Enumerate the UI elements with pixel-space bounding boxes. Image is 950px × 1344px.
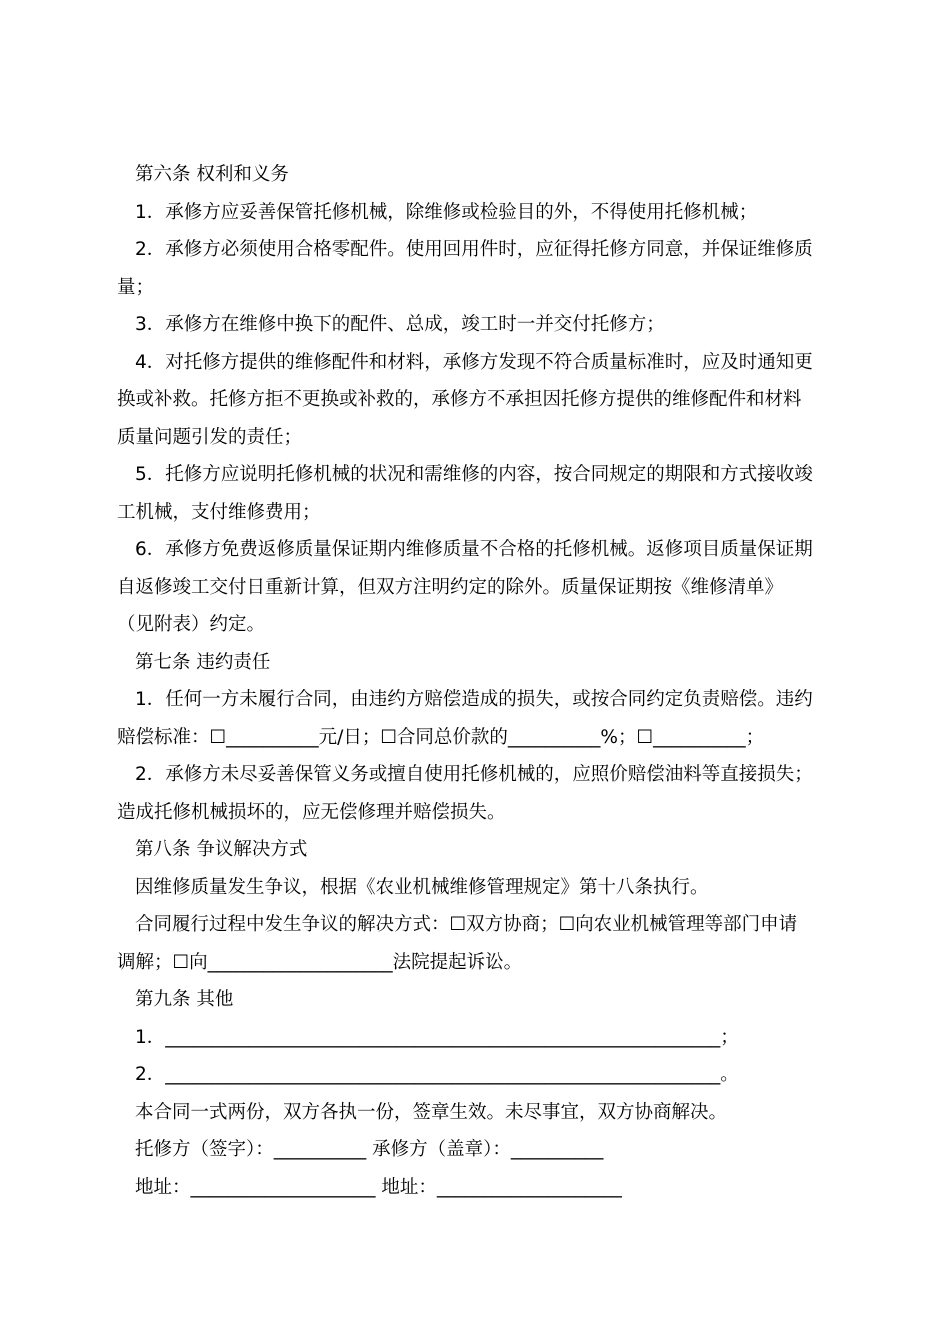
- paragraph: 2．承修方未尽妥善保管义务或擅自使用托修机械的，应照价赔偿油料等直接损失；: [135, 764, 813, 785]
- paragraph: 2．承修方必须使用合格零配件。使用回用件时，应征得托修方同意，并保证维修质: [135, 239, 813, 260]
- paragraph-continuation: 质量问题引发的责任；: [117, 426, 303, 448]
- blank-clause-2: 2．____________________________________________________________。: [135, 1064, 739, 1085]
- paragraph-continuation: 自返修竣工交付日重新计算，但双方注明约定的除外。质量保证期按《维修清单》: [117, 576, 784, 598]
- address-line: 地址：____________________ 地址：____________________: [135, 1176, 622, 1198]
- dispute-option-line: 调解；☐向____________________法院提起诉讼。: [117, 951, 523, 973]
- paragraph: 4．对托修方提供的维修配件和材料，承修方发现不符合质量标准时，应及时通知更: [135, 351, 813, 373]
- paragraph-continuation: 换或补救。托修方拒不更换或补救的，承修方不承担因托修方提供的维修配件和材料: [117, 389, 802, 410]
- heading-article-7: 第七条 违约责任: [135, 651, 271, 673]
- paragraph: 1．承修方应妥善保管托修机械，除维修或检验目的外，不得使用托修机械；: [135, 201, 758, 223]
- paragraph-continuation: （见附表）约定。: [117, 614, 266, 635]
- heading-article-9: 第九条 其他: [135, 989, 234, 1010]
- paragraph-continuation: 量；: [117, 276, 155, 298]
- paragraph: 6．承修方免费返修质量保证期内维修质量不合格的托修机械。返修项目质量保证期: [135, 539, 813, 560]
- blank-clause-1: 1．____________________________________________________________；: [135, 1026, 739, 1048]
- heading-article-8: 第八条 争议解决方式: [135, 839, 308, 860]
- paragraph-continuation: 工机械，支付维修费用；: [117, 501, 321, 523]
- contract-body: [117, 156, 837, 1206]
- paragraph-continuation: 造成托修机械损坏的，应无偿修理并赔偿损失。: [117, 801, 506, 823]
- compensation-standard-line: 赔偿标准：☐__________元/日；☐合同总价款的__________%；☐__________；: [117, 726, 765, 748]
- paragraph: 合同履行过程中发生争议的解决方式：☐双方协商；☐向农业机械管理等部门申请: [135, 914, 798, 935]
- heading-article-6: 第六条 权利和义务: [135, 164, 289, 185]
- signature-line: 托修方（签字）：__________ 承修方（盖章）：__________: [135, 1139, 604, 1160]
- paragraph: 1．任何一方未履行合同，由违约方赔偿造成的损失，或按合同约定负责赔偿。违约: [135, 689, 813, 710]
- paragraph: 本合同一式两份，双方各执一份，签章生效。未尽事宜，双方协商解决。: [135, 1101, 728, 1123]
- paragraph: 5．托修方应说明托修机械的状况和需维修的内容，按合同规定的期限和方式接收竣: [135, 464, 813, 485]
- paragraph: 因维修质量发生争议，根据《农业机械维修管理规定》第十八条执行。: [135, 876, 709, 898]
- paragraph: 3．承修方在维修中换下的配件、总成，竣工时一并交付托修方；: [135, 314, 665, 335]
